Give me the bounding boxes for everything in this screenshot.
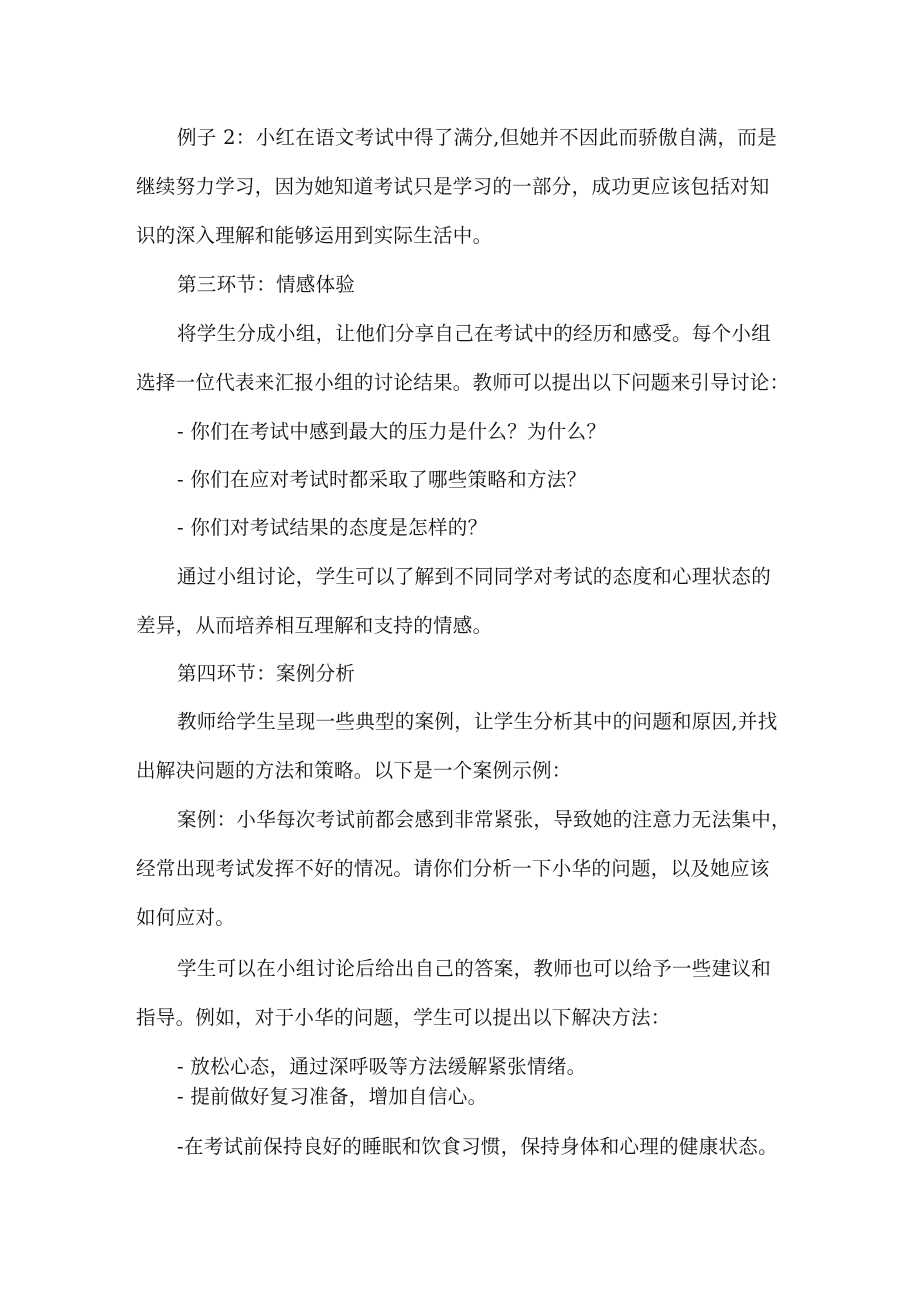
paragraph-line: 继续努力学习，因为她知道考试只是学习的一部分，成功更应该包括对知 — [136, 175, 770, 198]
paragraph-line: 将学生分成小组，让他们分享自己在考试中的经历和感受。每个小组 — [177, 322, 772, 345]
paragraph-line: 学生可以在小组讨论后给出自己的答案，教师也可以给予一些建议和 — [177, 957, 772, 980]
list-item: -在考试前保持良好的睡眠和饮食习惯，保持身体和心理的健康状态。 — [177, 1135, 778, 1158]
list-item: - 你们在考试中感到最大的压力是什么？为什么？ — [177, 420, 607, 443]
list-item: - 提前做好复习准备，增加自信心。 — [177, 1085, 488, 1108]
case-line: 如何应对。 — [136, 906, 236, 929]
paragraph-line: 选择一位代表来汇报小组的讨论结果。教师可以提出以下问题来引导讨论： — [136, 371, 790, 394]
paragraph-line: 识的深入理解和能够运用到实际生活中。 — [136, 224, 493, 247]
section-heading-4: 第四环节：案例分析 — [177, 662, 356, 685]
list-item: - 你们对考试结果的态度是怎样的？ — [177, 516, 488, 539]
paragraph-line: 教师给学生呈现一些典型的案例，让学生分析其中的问题和原因,并找 — [177, 710, 778, 733]
section-heading-3: 第三环节：情感体验 — [177, 273, 356, 296]
paragraph-line: 差异，从而培养相互理解和支持的情感。 — [136, 614, 493, 637]
case-line: 案例：小华每次考试前都会感到非常紧张，导致她的注意力无法集中， — [177, 808, 791, 831]
paragraph-line: 指导。例如，对于小华的问题，学生可以提出以下解决方法： — [136, 1006, 671, 1029]
list-item: - 你们在应对考试时都采取了哪些策略和方法？ — [177, 468, 587, 491]
paragraph-line-example-2: 例子 2：小红在语文考试中得了满分,但她并不因此而骄傲自满，而是 — [177, 126, 777, 149]
paragraph-line: 通过小组讨论，学生可以了解到不同同学对考试的态度和心理状态的 — [177, 565, 772, 588]
paragraph-line: 出解决问题的方法和策略。以下是一个案例示例： — [136, 759, 572, 782]
list-item: - 放松心态，通过深呼吸等方法缓解紧张情绪。 — [177, 1055, 587, 1078]
case-line: 经常出现考试发挥不好的情况。请你们分析一下小华的问题，以及她应该 — [136, 857, 770, 880]
